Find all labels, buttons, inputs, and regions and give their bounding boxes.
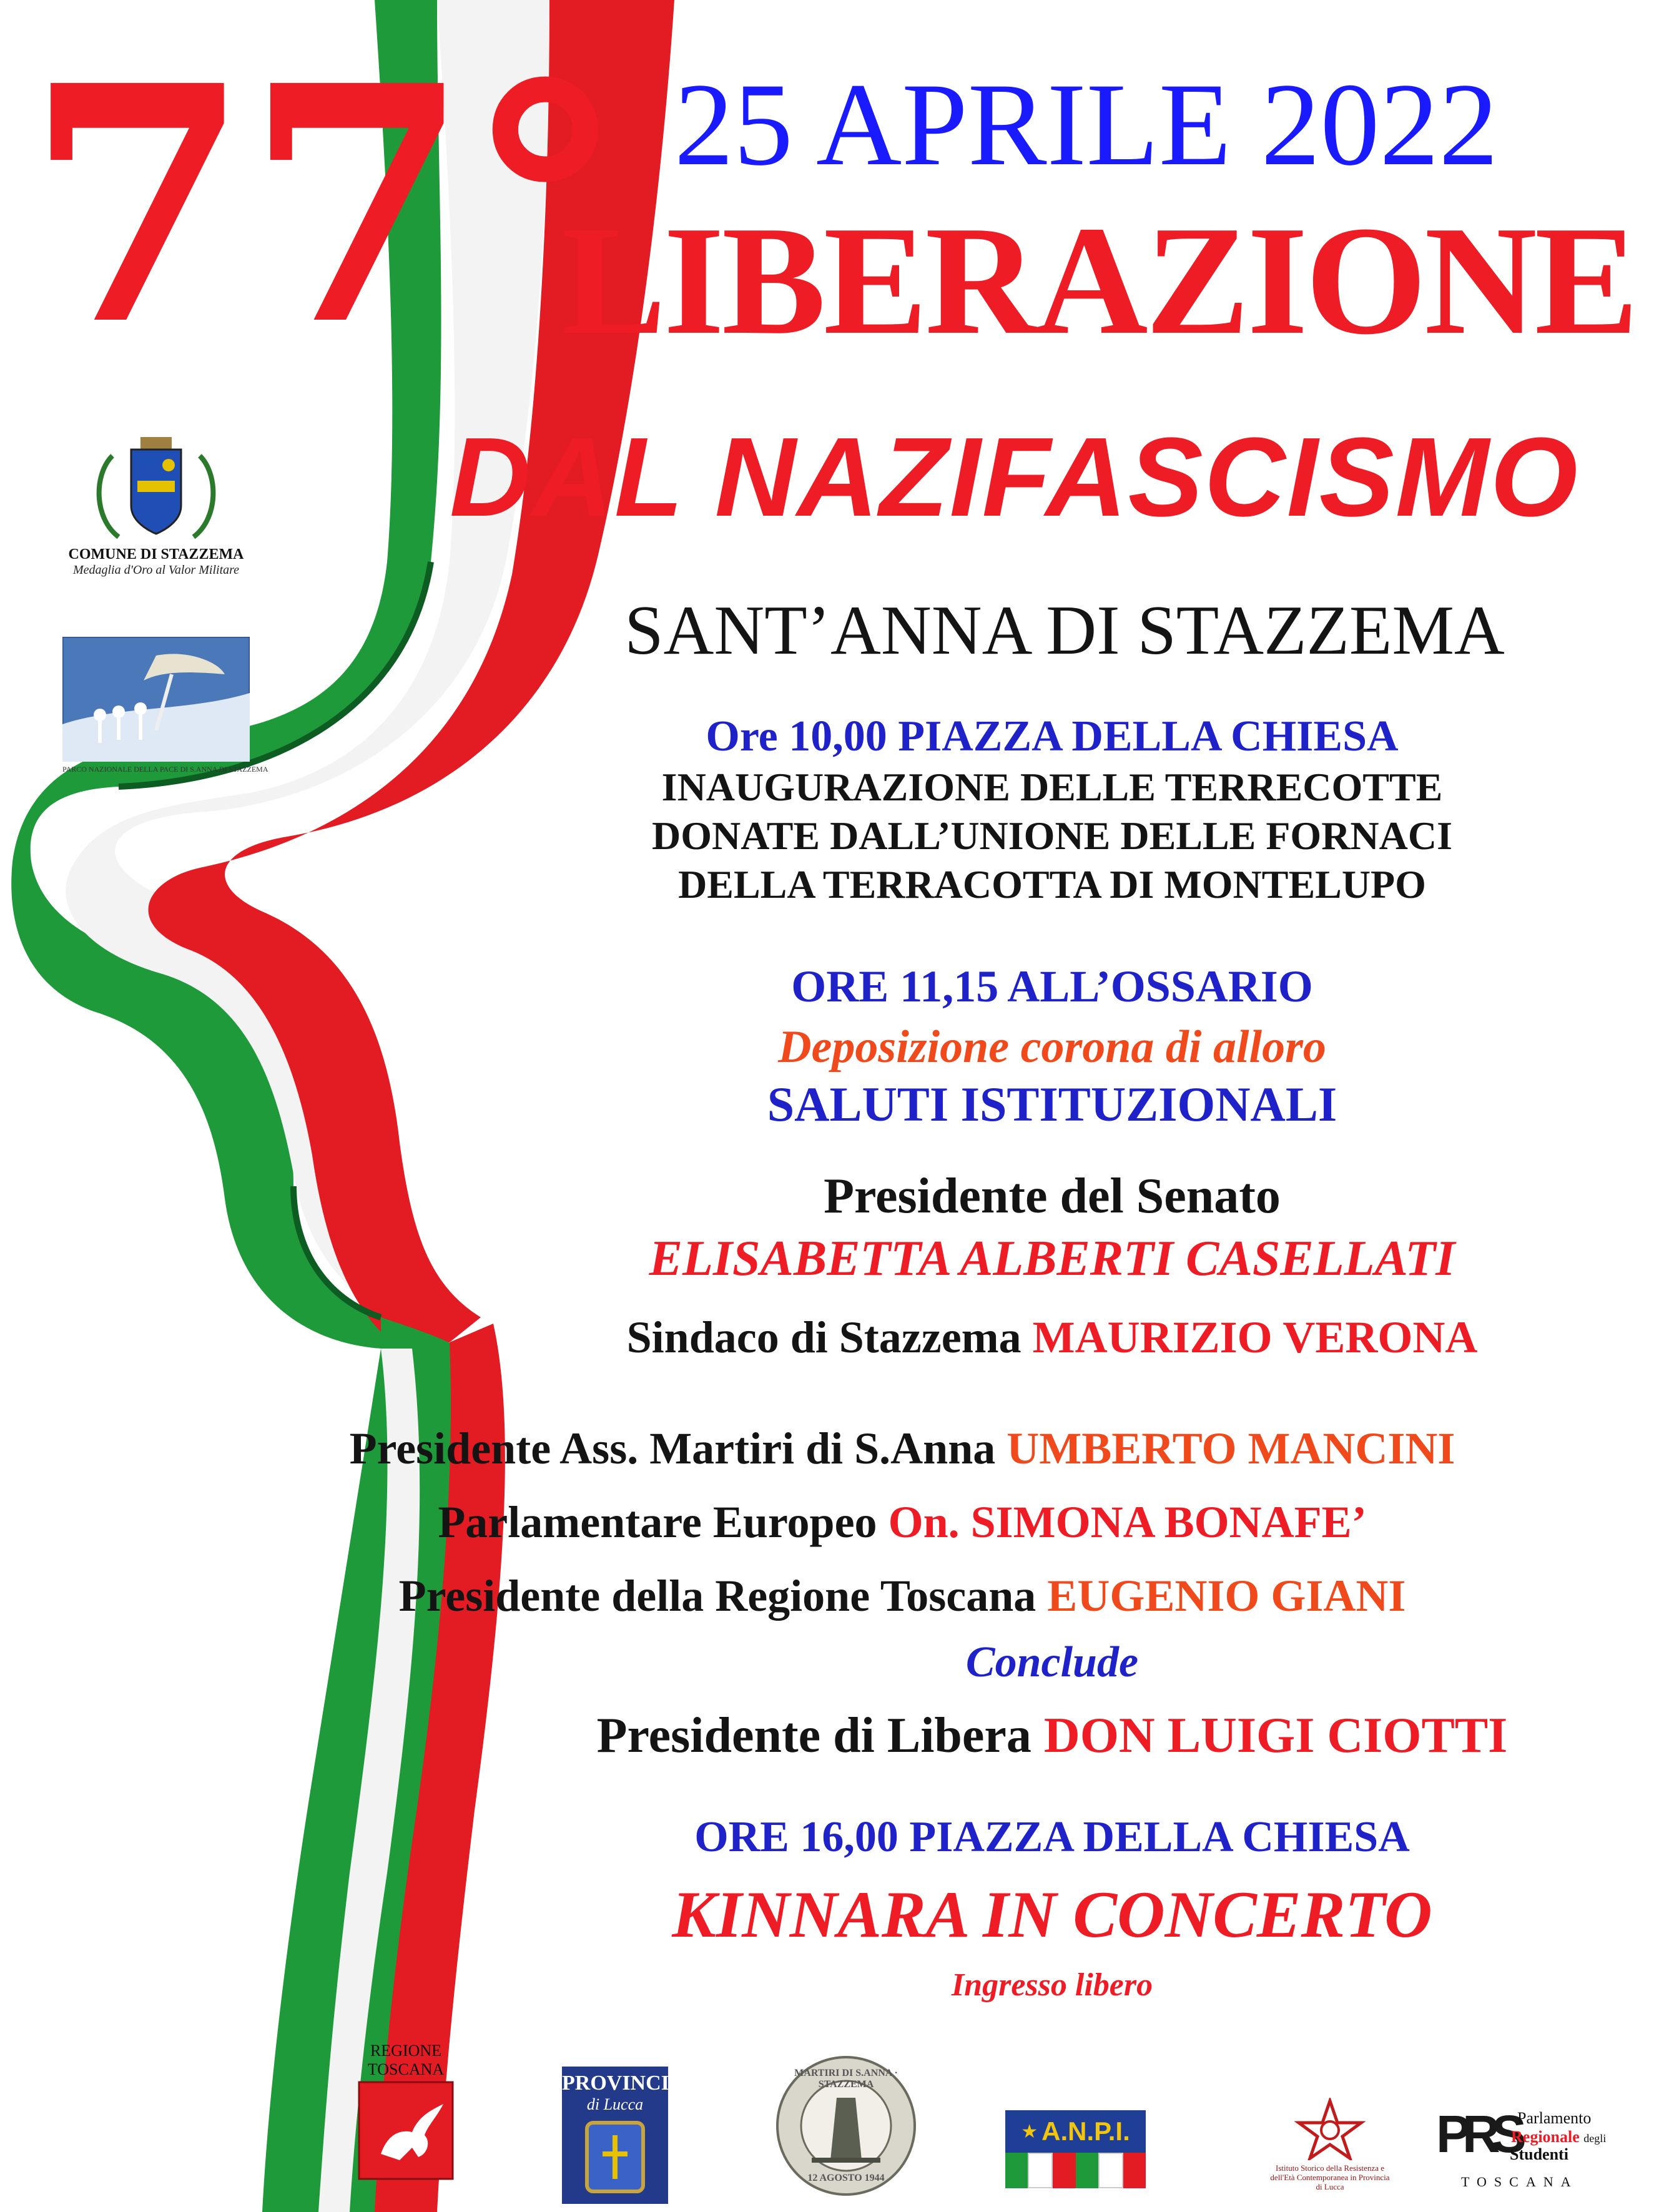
comune-name: COMUNE DI STAZZEMA — [68, 546, 244, 563]
libera-line — [475, 1708, 1630, 1763]
deposizione-corona: Deposizione corona di alloro — [778, 1021, 1326, 1073]
martiri-date: 12 AGOSTO 1944 — [807, 2173, 885, 2183]
anpi-logo — [1005, 2110, 1146, 2188]
martiri-sant-anna-logo — [774, 2054, 918, 2198]
location-title: SANT’ANNA DI STAZZEMA — [624, 592, 1505, 669]
ingresso-libero: Ingresso libero — [951, 1967, 1153, 2003]
regione-line — [175, 1571, 1630, 1621]
prs-degli: degli — [1583, 2132, 1607, 2145]
senato-name: ELISABETTA ALBERTI CASELLATI — [649, 1231, 1455, 1286]
prs-line2 — [1511, 2128, 1606, 2146]
saluti-istituzionali: SALUTI ISTITUZIONALI — [767, 1077, 1337, 1131]
prs-line4: TOSCANA — [1461, 2174, 1578, 2190]
euro-name: On. SIMONA BONAFE’ — [888, 1497, 1367, 1547]
regione-toscana-logo — [350, 2042, 462, 2198]
prs-line1: Parlamento — [1517, 2109, 1592, 2127]
star-icon: ★ — [1021, 2121, 1038, 2142]
istituto-caption: Istituto Storico della Resistenza e dell'Età Contemporanea in Provincia di Lucca — [1270, 2163, 1390, 2191]
parco-caption: PARCO NAZIONALE DELLA PACE DI S.ANNA DI STAZZEMA — [62, 765, 268, 774]
title-nazifascismo: DAL NAZIFASCISMO — [450, 415, 1579, 540]
senato-role: Presidente del Senato — [824, 1169, 1281, 1224]
morning-line-1: INAUGURAZIONE DELLE TERRECOTTE — [661, 765, 1443, 809]
pegasus-icon — [350, 2079, 462, 2185]
euro-line — [175, 1497, 1630, 1547]
martiri-line — [175, 1423, 1630, 1473]
provincia-lucca-logo — [562, 2067, 685, 2204]
prs-regionale: Regionale — [1511, 2128, 1580, 2146]
istituto-storico-logo — [1268, 2098, 1392, 2198]
provincia-logo-line1: PROVINCIA — [562, 2072, 685, 2095]
conclude-label: Conclude — [965, 1638, 1139, 1686]
ossario-time-place: ORE 11,15 ALL’OSSARIO — [791, 961, 1313, 1011]
parlamento-studenti-logo — [1436, 2104, 1636, 2198]
parco-figures-icon — [62, 637, 250, 762]
libera-role: Presidente di Libera — [596, 1708, 1031, 1763]
prs-letters: PRS — [1436, 2105, 1518, 2163]
morning-line-3: DELLA TERRACOTTA DI MONTELUPO — [678, 862, 1426, 907]
euro-role: Parlamentare Europeo — [438, 1497, 877, 1547]
martiri-ring-text: MARTIRI DI S.ANNA · STAZZEMA — [794, 2068, 898, 2090]
parco-pace-logo — [62, 637, 268, 787]
comune-subtitle: Medaglia d'Oro al Valor Militare — [72, 563, 240, 577]
regione-name: EUGENIO GIANI — [1047, 1571, 1406, 1621]
istituto-star-icon — [1268, 2098, 1392, 2160]
provincia-logo-line2: di Lucca — [586, 2095, 644, 2113]
comune-stazzema-logo — [44, 431, 268, 581]
anpi-flag — [1005, 2153, 1146, 2188]
morning-line-2: DONATE DALL’UNIONE DELLE FORNACI — [652, 814, 1452, 858]
afternoon-time-place: ORE 16,00 PIAZZA DELLA CHIESA — [694, 1813, 1410, 1861]
anpi-banner — [1005, 2110, 1146, 2153]
sindaco-name: MAURIZIO VERONA — [1032, 1312, 1478, 1362]
martiri-role: Presidente Ass. Martiri di S.Anna — [349, 1423, 996, 1473]
morning-time-place: Ore 10,00 PIAZZA DELLA CHIESA — [706, 712, 1399, 760]
anniversary-number: 77° — [25, 15, 621, 396]
comune-crest-icon — [44, 431, 268, 543]
concert-title: KINNARA IN CONCERTO — [672, 1878, 1432, 1951]
sindaco-role: Sindaco di Stazzema — [626, 1312, 1021, 1362]
event-date: 25 APRILE 2022 — [674, 59, 1499, 190]
prs-line3: Studenti — [1510, 2145, 1568, 2163]
regione-logo-line2: TOSCANA — [367, 2060, 445, 2078]
sindaco-line — [475, 1312, 1630, 1362]
regione-logo-line1: REGIONE — [370, 2042, 442, 2060]
regione-role: Presidente della Regione Toscana — [398, 1571, 1036, 1621]
anpi-text: A.N.P.I. — [1041, 2116, 1130, 2146]
martiri-name: UMBERTO MANCINI — [1007, 1423, 1455, 1473]
libera-name: DON LUIGI CIOTTI — [1043, 1708, 1508, 1763]
title-liberazione: LIBERAZIONE — [562, 194, 1637, 367]
